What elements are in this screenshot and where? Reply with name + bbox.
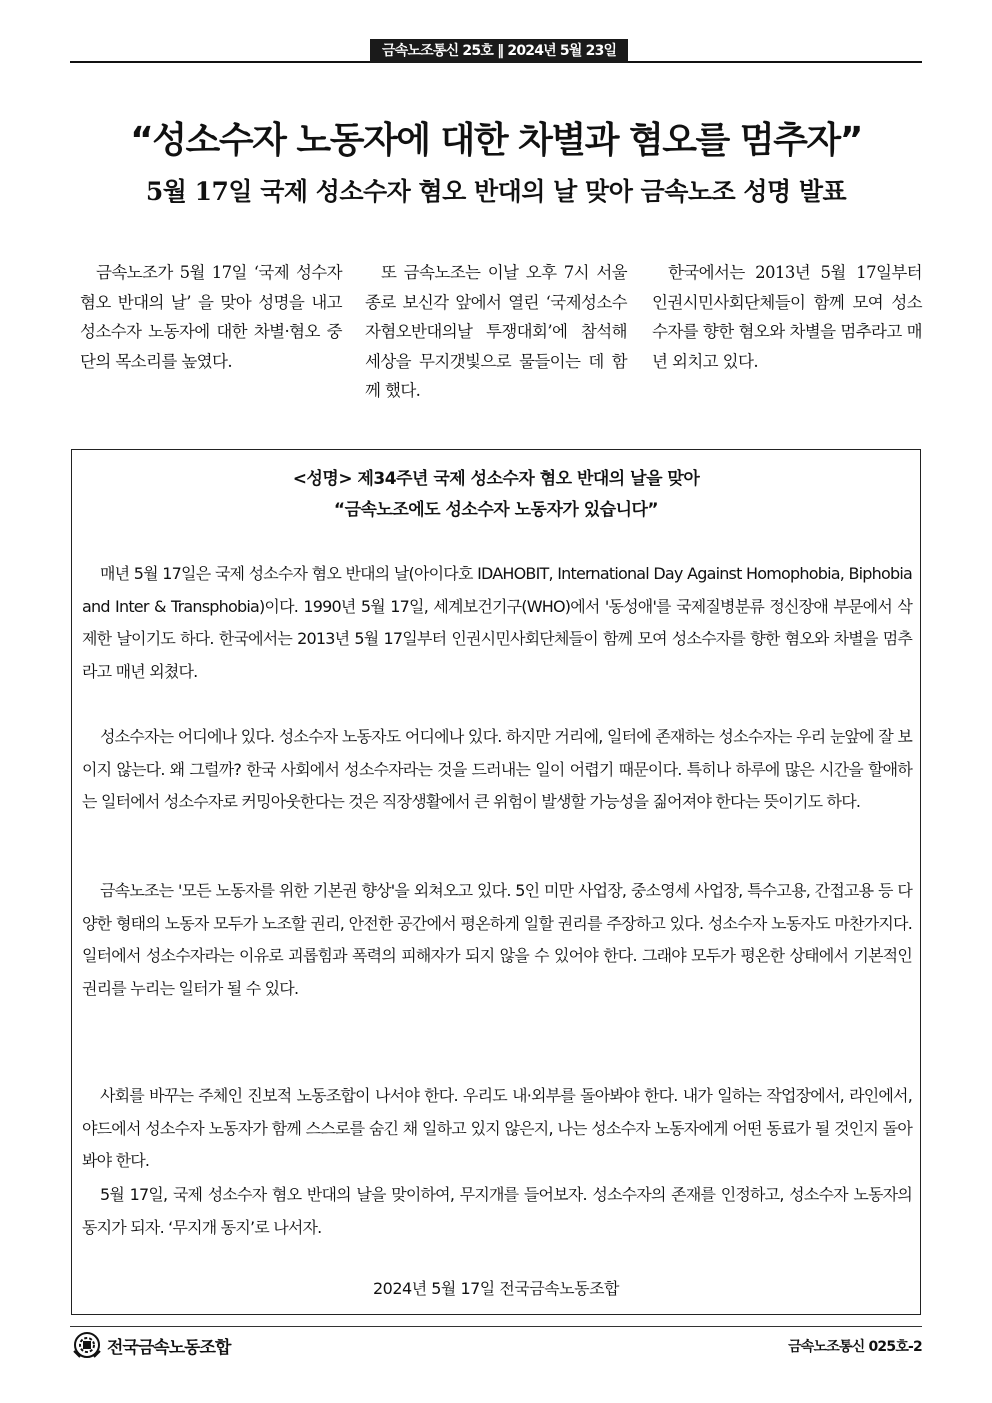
statement-paragraph: 성소수자는 어디에나 있다. 성소수자 노동자도 어디에나 있다. 하지만 거리에, 일터에 존재하는 성소수자는 우리 눈앞에 잘 보이지 않는다. 왜 그럴까? 한국 사회에서 성소수자라는 것을 드러내는 일이 어렵기 때문이다. 특히나 하루에 많은 시간을 할애하는 일터에서 성소수자로 커밍아웃한다는 것은 직장생활에서 큰 위험이 발생할 가능성을 짊어져야 한다는 뜻이기도 하다.	[82, 727, 912, 811]
statement-signature: 2024년 5월 17일 전국금속노동조합	[372, 1279, 620, 1298]
intro-column: 금속노조가 5월 17일 ‘국제 성수자 혐오 반대의 날’ 을 맞아 성명을 내고 성소수자 노동자에 대한 차별·혐오 중단의 목소리를 높였다.	[80, 263, 342, 371]
union-emblem-icon	[72, 1331, 102, 1359]
statement-paragraph: 5월 17일, 국제 성소수자 혐오 반대의 날을 맞이하여, 무지개를 들어보자. 성소수자의 존재를 인정하고, 성소수자 노동자의 동지가 되자. ‘무지개 동지’로 나서자.	[82, 1185, 912, 1237]
footer-rule	[70, 1326, 922, 1327]
statement-heading: <성명> 제34주년 국제 성소수자 혐오 반대의 날을 맞아	[292, 469, 700, 489]
statement-paragraph: 매년 5월 17일은 국제 성소수자 혐오 반대의 날(아이다호 IDAHOBIT, International Day Against Homophobia, Biphobia and Inter & Transphobia)이다. 1990년 5월 17일, 세계보건기구(WHO)에서 '동성애'를 국제질병분류 정신장애 부문에서 삭제한 날이기도 하다. 한국에서는 2013년 5월 17일부터 인권시민사회단체들이 함께 모여 성소수자를 향한 혐오와 차별을 멈추라고 매년 외쳤다.	[82, 564, 912, 681]
footer-org-name: 전국금속노동조합	[107, 1337, 231, 1358]
intro-columns	[80, 258, 922, 428]
intro-column: 또 금속노조는 이날 오후 7시 서울 종로 보신각 앞에서 열린 ‘국제성소수자혐오반대의날 투쟁대회’에 참석해 세상을 무지갯빛으로 물들이는 데 함께 했다.	[365, 263, 627, 400]
issue-tag: 금속노조통신 25호 ‖ 2024년 5월 23일	[370, 39, 628, 63]
statement-headline: “금속노조에도 성소수자 노동자가 있습니다”	[333, 500, 659, 520]
statement-paragraph: 금속노조는 '모든 노동자를 위한 기본권 향상'을 외쳐오고 있다. 5인 미만 사업장, 중소영세 사업장, 특수고용, 간접고용 등 다양한 형태의 노동자 모두가 노조할 권리, 안전한 공간에서 평온하게 일할 권리를 주장하고 있다. 성소수자 노동자도 마찬가지다. 일터에서 성소수자라는 이유로 괴롭힘과 폭력의 피해자가 되지 않을 수 있어야 한다. 그래야 모두가 평온한 상태에서 기본적인 권리를 누리는 일터가 될 수 있다.	[82, 881, 912, 998]
page-number: 금속노조통신 025호-2	[788, 1339, 922, 1355]
footer-logo	[72, 1331, 230, 1359]
statement-paragraph: 사회를 바꾸는 주체인 진보적 노동조합이 나서야 한다. 우리도 내·외부를 돌아봐야 한다. 내가 일하는 작업장에서, 라인에서, 야드에서 성소수자 노동자가 함께 스스로를 숨긴 채 일하고 있지 않은지, 나는 성소수자 노동자에게 어떤 동료가 될 것인지 돌아봐야 한다.	[82, 1086, 912, 1170]
article-title: “성소수자 노동자에 대한 차별과 혐오를 멈추자”	[130, 120, 862, 161]
article-subtitle: 5월 17일 국제 성소수자 혐오 반대의 날 맞아 금속노조 성명 발표	[145, 177, 847, 206]
statement-box	[71, 449, 921, 1315]
intro-column: 한국에서는 2013년 5월 17일부터 인권시민사회단체들이 함께 모여 성소수자를 향한 혐오와 차별을 멈추라고 매년 외치고 있다.	[652, 263, 922, 371]
